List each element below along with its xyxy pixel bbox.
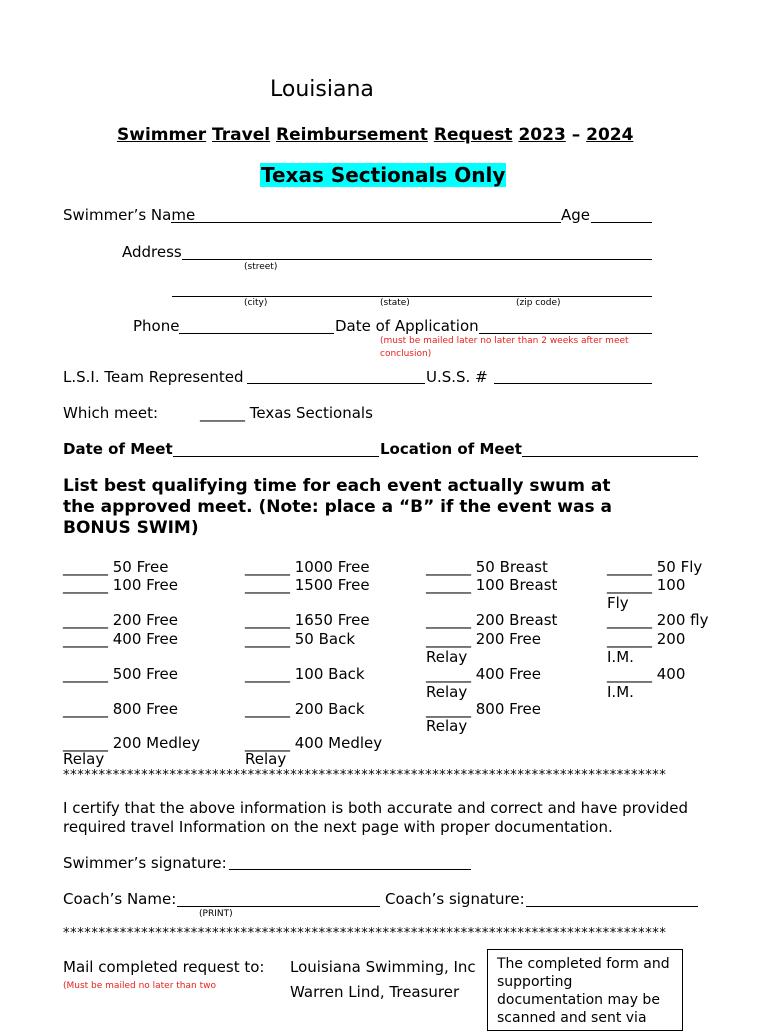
event-200-free-relay[interactable]: ______ 200 Free [426,630,541,648]
uss-label: U.S.S. # [426,368,488,386]
title-word: Swimmer [117,125,207,145]
age-label: Age [561,206,591,224]
coach-name-field[interactable] [177,906,380,907]
event-800-free-relay[interactable]: ______ 800 Free [426,700,541,718]
zip-hint: (zip code) [516,298,561,308]
certify-line-2: required travel Information on the next page with proper documentation. [63,818,613,836]
state-hint: (state) [380,298,410,308]
title-dash: – [571,125,581,145]
street-hint: (street) [244,262,278,272]
phone-label: Phone [133,317,180,335]
swimmer-signature-label: Swimmer’s signature: [63,854,227,872]
event-200-medley-relay[interactable]: ______ 200 Medley [63,734,201,752]
title-year-end: 2024 [586,125,634,145]
title-year-start: 2023 [518,125,566,145]
which-meet-label: Which meet: [63,404,159,422]
submission-note-line: documentation may be [497,992,660,1008]
coach-signature-field[interactable] [526,906,698,907]
submission-note-line: scanned and sent via [497,1010,647,1026]
team-field[interactable] [247,383,425,384]
event-200-fly[interactable]: ______ 200 fly [607,611,709,629]
city-state-zip-field[interactable] [172,296,652,297]
location-label: Location of Meet [380,440,522,458]
event-100-back[interactable]: ______ 100 Back [245,665,365,683]
event-1500-free[interactable]: ______ 1500 Free [245,576,370,594]
subtitle-highlight: Texas Sectionals Only [261,163,506,187]
event-200-free[interactable]: ______ 200 Free [63,611,178,629]
city-hint: (city) [244,298,268,308]
mail-deadline-note-cont: conclusion) [380,349,432,359]
event-50-free[interactable]: ______ 50 Free [63,558,169,576]
instructions-line: the approved meet. (Note: place a “B” if the event was a [63,497,612,517]
title-word: Travel [212,125,271,145]
street-field[interactable] [182,259,652,260]
name-field[interactable] [171,222,561,223]
event-400-free[interactable]: ______ 400 Free [63,630,178,648]
event-500-free[interactable]: ______ 500 Free [63,665,178,683]
mail-to-label: Mail completed request to: [63,958,265,976]
separator: ************************************************************************************* [63,768,667,783]
event-400-free-relay[interactable]: ______ 400 Free [426,665,541,683]
date-meet-label: Date of Meet [63,440,173,458]
event-100-fly[interactable]: ______ 100 [607,576,686,594]
event-50-back[interactable]: ______ 50 Back [245,630,356,648]
title-word: Request [433,125,513,145]
phone-field[interactable] [179,333,334,334]
date-meet-field[interactable] [173,456,379,457]
uss-field[interactable] [494,383,652,384]
address-label: Address [122,243,182,261]
event-400-im[interactable]: ______ 400 [607,665,686,683]
age-field[interactable] [591,222,652,223]
coach-name-label: Coach’s Name: [63,890,177,908]
event-200-medley-relay-cont: Relay [63,750,105,768]
event-200-im-cont: I.M. [607,648,634,666]
event-400-medley-relay-cont: Relay [245,750,287,768]
event-400-im-cont: I.M. [607,683,634,701]
event-1000-free[interactable]: ______ 1000 Free [245,558,370,576]
event-50-breast[interactable]: ______ 50 Breast [426,558,548,576]
name-label: Swimmer’s Name [63,206,196,224]
mail-deadline-footnote: (Must be mailed no later than two [63,981,216,991]
instructions-line: List best qualifying time for each event actually swum at [63,476,611,496]
org-state-heading: Louisiana [270,77,374,102]
event-200-im[interactable]: ______ 200 [607,630,686,648]
instructions [63,476,612,539]
event-400-medley-relay[interactable]: ______ 400 Medley [245,734,383,752]
submission-note-box [487,949,683,1031]
instructions-line: BONUS SWIM) [63,518,199,538]
submission-note-line: supporting [497,974,573,990]
team-label: L.S.I. Team Represented [63,368,244,386]
event-200-breast[interactable]: ______ 200 Breast [426,611,558,629]
event-100-breast[interactable]: ______ 100 Breast [426,576,558,594]
submission-note [497,955,670,1027]
event-200-back[interactable]: ______ 200 Back [245,700,365,718]
mail-treasurer: Warren Lind, Treasurer [290,983,460,1001]
location-field[interactable] [522,456,698,457]
separator: ************************************************************************************* [63,926,667,941]
date-app-label: Date of Application [335,317,479,335]
event-100-fly-cont: Fly [607,594,629,612]
mail-org: Louisiana Swimming, Inc [290,958,476,976]
event-800-free[interactable]: ______ 800 Free [63,700,178,718]
swimmer-signature-field[interactable] [229,869,471,870]
which-meet-option[interactable]: ______ Texas Sectionals [200,404,373,422]
certify-line-1: I certify that the above information is both accurate and correct and have provided [63,799,688,817]
print-hint: (PRINT) [199,909,233,919]
submission-note-line: The completed form and [497,956,670,972]
mail-deadline-note: (must be mailed later no later than 2 weeks after meet [380,336,629,346]
title-word: Reimbursement [276,125,428,145]
event-50-fly[interactable]: ______ 50 Fly [607,558,703,576]
event-800-free-relay-cont: Relay [426,717,468,735]
form-title [117,125,633,145]
event-1650-free[interactable]: ______ 1650 Free [245,611,370,629]
date-app-field[interactable] [479,333,652,334]
event-400-free-relay-cont: Relay [426,683,468,701]
event-100-free[interactable]: ______ 100 Free [63,576,178,594]
coach-signature-label: Coach’s signature: [385,890,525,908]
subtitle [260,163,506,187]
event-200-free-relay-cont: Relay [426,648,468,666]
